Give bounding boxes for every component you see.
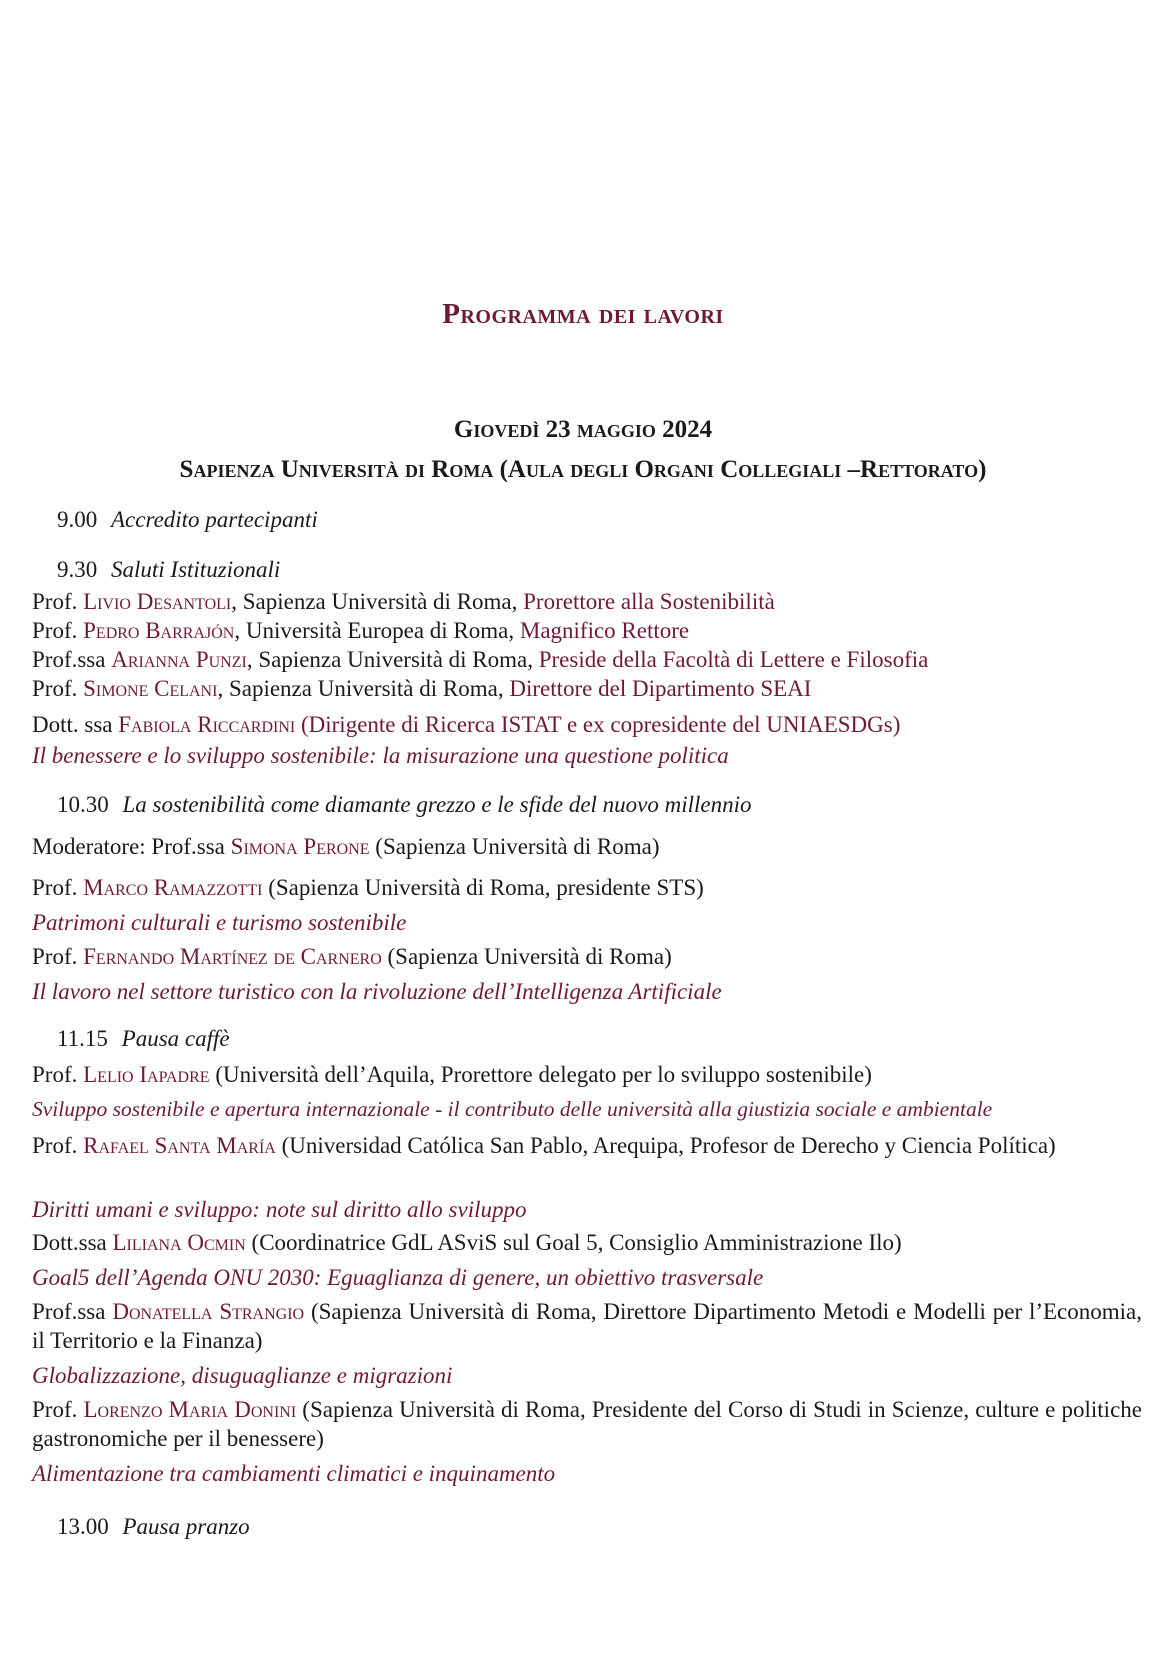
session-label: Pausa pranzo (122, 1514, 250, 1539)
moderator-prefix: Moderatore: Prof.ssa (32, 834, 225, 859)
person-role: Direttore del Dipartimento SEAI (509, 676, 812, 701)
person-title: Prof. (32, 875, 78, 900)
greeting-row (32, 674, 1142, 703)
talk-title: Il lavoro nel settore turistico con la rivoluzione dell’Intelligenza Artificiale (32, 979, 722, 1004)
talk-title: Globalizzazione, disuguaglianze e migrazioni (32, 1363, 453, 1388)
session-label: Pausa caffè (121, 1026, 230, 1051)
session-accredito (57, 505, 1166, 534)
session-time: 13.00 (57, 1514, 109, 1539)
person-affiliation: (Universidad Católica San Pablo, Arequipa, Profesor de Derecho y Ciencia Política) (281, 1133, 1056, 1158)
person-role: Magnifico Rettore (519, 618, 690, 643)
greeting-row (32, 587, 1142, 616)
person-affiliation: (Sapienza Università di Roma, presidente STS) (268, 875, 704, 900)
speaker-row (32, 1395, 1142, 1453)
session-saluti (57, 555, 1166, 584)
person-affiliation: , Sapienza Università di Roma, (246, 647, 539, 672)
speaker-row (32, 1060, 1142, 1089)
talk-title: Patrimoni culturali e turismo sostenibile (32, 910, 407, 935)
speaker-row (32, 1297, 1142, 1355)
person-name: Fernando Martínez de Carnero (83, 944, 382, 969)
person-title: Prof. (32, 618, 78, 643)
person-name: Donatella Strangio (112, 1299, 305, 1324)
person-title: Prof. (32, 944, 78, 969)
person-affiliation: (Sapienza Università di Roma, Presidente del Corso di Studi in Scienze, culture e politiche gastronomiche per il benessere) (32, 1397, 1142, 1451)
person-role: Prorettore alla Sostenibilità (523, 589, 775, 614)
session-label: Saluti Istituzionali (111, 557, 281, 582)
speaker-row (32, 873, 1142, 902)
person-name: Arianna Punzi (111, 647, 247, 672)
person-affiliation: (Università dell’Aquila, Prorettore delegato per lo sviluppo sostenibile) (215, 1062, 872, 1087)
person-name: Marco Ramazzotti (83, 875, 263, 900)
person-affiliation: (Sapienza Università di Roma, Direttore Dipartimento Metodi e Modelli per l’Economia, il Territorio e la Finanza) (32, 1299, 1142, 1353)
person-name: Lelio Iapadre (83, 1062, 210, 1087)
talk-title: Diritti umani e sviluppo: note sul diritto allo sviluppo (32, 1197, 527, 1222)
person-title: Prof. (32, 1062, 78, 1087)
person-name: Livio Desantoli (83, 589, 232, 614)
event-venue: Sapienza Università di Roma (Aula degli Organi Collegiali –Rettorato) (179, 456, 987, 483)
talk-title: Il benessere e lo sviluppo sostenibile: la misurazione una questione politica (32, 743, 729, 768)
person-title: Dott.ssa (32, 1230, 107, 1255)
greeting-row (32, 616, 1142, 645)
person-title: Prof. (32, 589, 78, 614)
person-name: Rafael Santa María (83, 1133, 276, 1158)
person-affiliation: , Università Europea di Roma, (234, 618, 520, 643)
person-title: Prof.ssa (32, 647, 106, 672)
person-affiliation: (Coordinatrice GdL ASviS sul Goal 5, Consiglio Amministrazione Ilo) (251, 1230, 902, 1255)
moderator-row (32, 832, 1142, 861)
talk-title: Sviluppo sostenibile e apertura internazionale - il contributo delle università alla giustizia sociale e ambientale (32, 1097, 993, 1121)
person-name: Simona Perone (230, 834, 370, 859)
keynote-row (32, 710, 1142, 739)
event-date: Giovedì 23 maggio 2024 (453, 416, 713, 443)
speaker-row (32, 1228, 1142, 1257)
person-title: Prof. (32, 676, 78, 701)
person-role: Preside della Facoltà di Lettere e Filosofia (538, 647, 929, 672)
person-affiliation: , Sapienza Università di Roma, (231, 589, 524, 614)
session-diamante (57, 790, 1166, 819)
person-affiliation: (Sapienza Università di Roma) (387, 944, 672, 969)
session-time: 10.30 (57, 792, 109, 817)
person-title: Prof. (32, 1133, 78, 1158)
person-role: (Dirigente di Ricerca ISTAT e ex copresidente del UNIAESDGs) (300, 712, 901, 737)
speaker-row (32, 942, 1142, 971)
session-time: 9.30 (57, 557, 98, 582)
session-label: Accredito partecipanti (111, 507, 318, 532)
speaker-row (32, 1131, 1142, 1160)
person-name: Liliana Ocmin (112, 1230, 246, 1255)
session-time: 11.15 (57, 1026, 108, 1051)
person-title: Prof. (32, 1397, 78, 1422)
person-name: Lorenzo Maria Donini (83, 1397, 297, 1422)
page-title: Programma dei lavori (442, 298, 724, 330)
person-name: Fabiola Riccardini (118, 712, 296, 737)
greeting-row (32, 645, 1142, 674)
session-label: La sostenibilità come diamante grezzo e le sfide del nuovo millennio (122, 792, 752, 817)
person-name: Pedro Barrajón (83, 618, 235, 643)
session-pranzo (57, 1512, 1166, 1541)
talk-title: Alimentazione tra cambiamenti climatici e inquinamento (32, 1461, 556, 1486)
session-caffe (57, 1024, 1166, 1053)
person-title: Dott. ssa (32, 712, 113, 737)
person-affiliation: , Sapienza Università di Roma, (217, 676, 510, 701)
person-name: Simone Celani (83, 676, 218, 701)
person-title: Prof.ssa (32, 1299, 106, 1324)
session-time: 9.00 (57, 507, 98, 532)
talk-title: Goal5 dell’Agenda ONU 2030: Eguaglianza di genere, un obiettivo trasversale (32, 1265, 764, 1290)
person-affiliation: (Sapienza Università di Roma) (375, 834, 660, 859)
